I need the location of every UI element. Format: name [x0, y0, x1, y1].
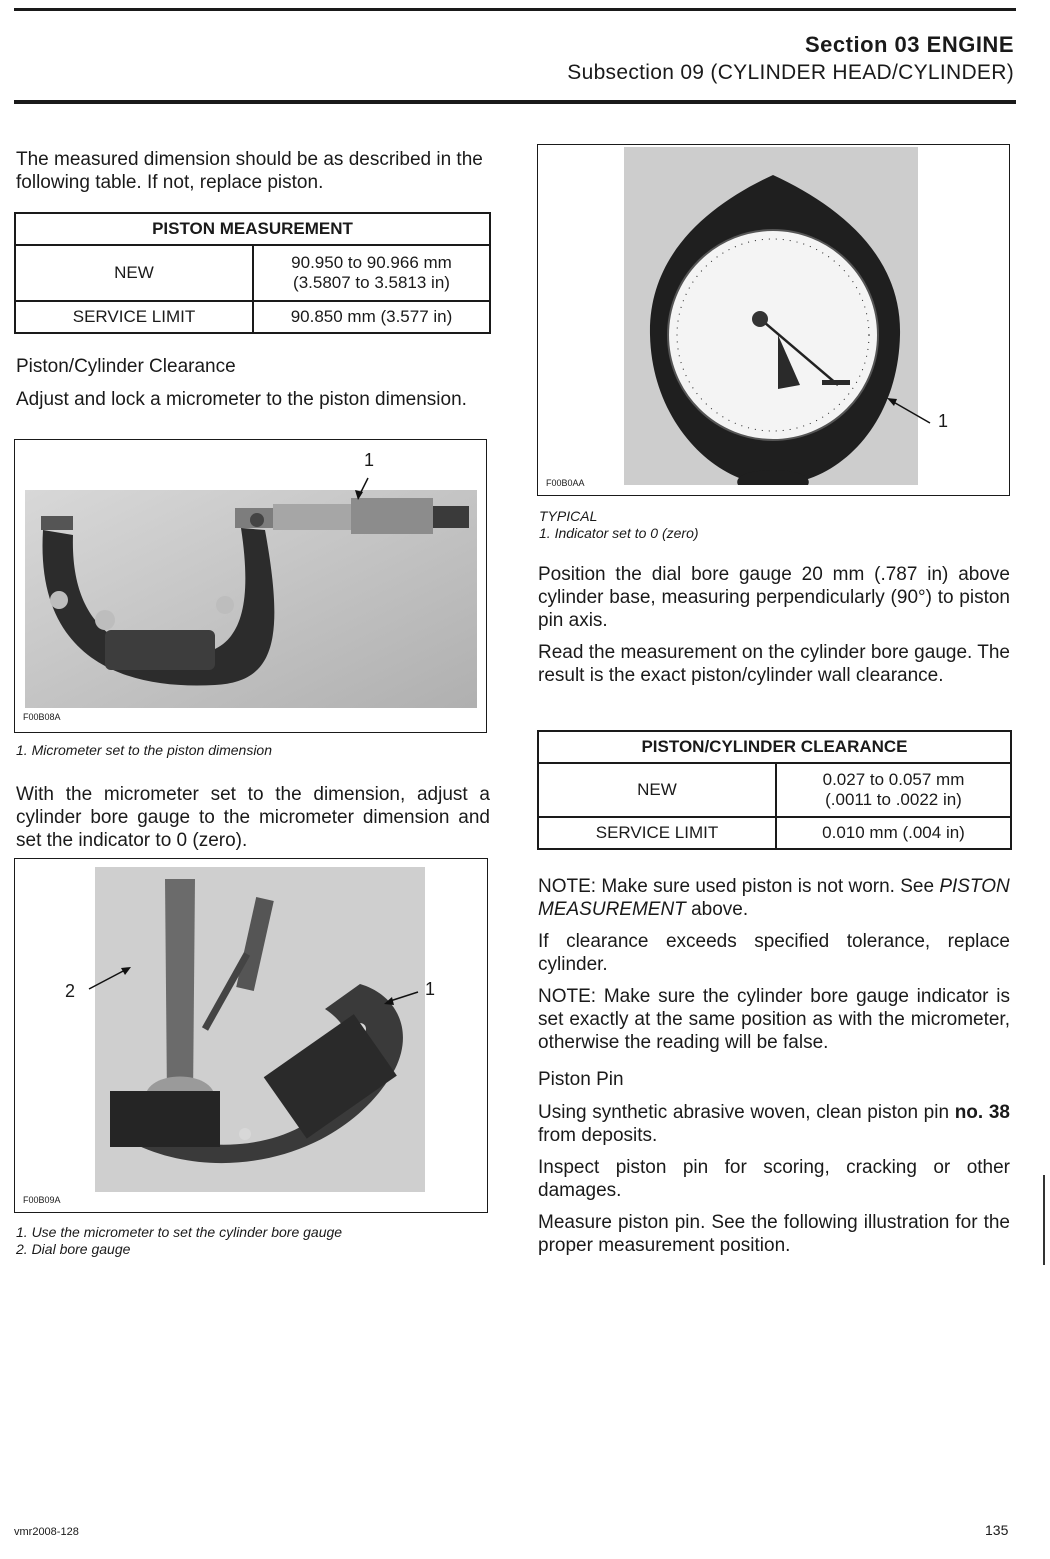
- figure-micrometer: [14, 439, 487, 733]
- clearance-heading: Piston/Cylinder Clearance: [16, 356, 236, 377]
- margin-change-bar: [1043, 1175, 1045, 1265]
- figure-caption-2: 2. Dial bore gauge: [16, 1241, 131, 1257]
- measure-pin-paragraph: Measure piston pin. See the following illustration for the proper measurement position.: [538, 1212, 1010, 1256]
- header-rule: [14, 100, 1016, 104]
- callout-1: 1: [938, 411, 949, 431]
- page-number: 135: [985, 1522, 1009, 1538]
- callout-1: 1: [425, 979, 436, 999]
- callout-2: 2: [65, 981, 76, 1001]
- note-text: Make sure the cylinder bore gauge indicator is set exactly at the same position as with the micrometer, otherwise the reading will be false.: [538, 986, 1010, 1053]
- figure-caption: 1. Micrometer set to the piston dimension: [16, 742, 273, 758]
- row-label-service: SERVICE LIMIT: [15, 301, 253, 333]
- bore-gauge-illustration: [15, 859, 487, 1212]
- note-label: NOTE:: [538, 986, 597, 1007]
- with-micrometer-paragraph: With the micrometer set to the dimension, adjust a cylinder bore gauge to the micrometer dimension and set the indicator to 0 (zero).: [16, 784, 490, 851]
- row-value-new: 0.027 to 0.057 mm (.0011 to .0022 in): [776, 763, 1011, 817]
- micrometer-illustration: [15, 440, 486, 732]
- figure-caption-1: 1. Use the micrometer to set the cylinder bore gauge: [16, 1224, 343, 1240]
- position-paragraph: Position the dial bore gauge 20 mm (.787 in) above cylinder base, measuring perpendicularly (90°) to piston pin axis.: [538, 564, 1010, 631]
- table-title: PISTON/CYLINDER CLEARANCE: [538, 731, 1011, 763]
- row-value-service: 0.010 mm (.004 in): [776, 817, 1011, 849]
- inspect-pin-paragraph: Inspect piston pin for scoring, cracking or other damages.: [538, 1157, 1010, 1201]
- figure-bore-gauge: [14, 858, 488, 1213]
- section-title: Section 03 ENGINE: [804, 32, 1014, 57]
- note-bore-gauge: [538, 985, 1010, 1054]
- clean-pin-tail: from deposits.: [538, 1125, 658, 1146]
- figure-caption-title: TYPICAL: [539, 508, 598, 524]
- clean-pin-text: Using synthetic abrasive woven, clean piston pin: [538, 1102, 950, 1123]
- clearance-table: [537, 730, 1012, 850]
- row-value-service: 90.850 mm (3.577 in): [253, 301, 490, 333]
- subsection-title: Subsection 09 (CYLINDER HEAD/CYLINDER): [567, 61, 1014, 84]
- exceed-paragraph: If clearance exceeds specified tolerance, replace cylinder.: [538, 931, 1010, 975]
- top-rule: [14, 8, 1016, 11]
- clean-pin-paragraph: [538, 1101, 1010, 1147]
- note-tail: above.: [691, 899, 749, 920]
- note-reference: PISTON MEASUREMENT: [538, 876, 1010, 920]
- piston-measurement-table: [14, 212, 491, 334]
- figure-caption: 1. Indicator set to 0 (zero): [539, 525, 699, 541]
- note-label: NOTE:: [538, 876, 597, 897]
- row-value-new: 90.950 to 90.966 mm (3.5807 to 3.5813 in): [253, 245, 490, 301]
- figure-code: F00B08A: [23, 712, 61, 722]
- callout-1: 1: [364, 450, 375, 470]
- figure-code: F00B09A: [23, 1195, 61, 1205]
- table-title: PISTON MEASUREMENT: [15, 213, 490, 245]
- document-code: vmr2008-128: [14, 1526, 79, 1538]
- figure-dial-gauge: [537, 144, 1010, 496]
- row-label-new: NEW: [15, 245, 253, 301]
- read-paragraph: Read the measurement on the cylinder bore gauge. The result is the exact piston/cylinder wall clearance.: [538, 642, 1010, 686]
- note-text: Make sure used piston is not worn. See: [601, 876, 935, 897]
- note-worn-piston: [538, 875, 1012, 921]
- row-label-new: NEW: [538, 763, 776, 817]
- row-label-service: SERVICE LIMIT: [538, 817, 776, 849]
- adjust-paragraph: Adjust and lock a micrometer to the piston dimension.: [16, 389, 467, 410]
- figure-code: F00B0AA: [546, 478, 585, 488]
- dial-gauge-illustration: [538, 145, 1009, 495]
- piston-pin-heading: Piston Pin: [538, 1069, 624, 1090]
- part-number: no. 38: [954, 1102, 1010, 1123]
- intro-paragraph: The measured dimension should be as described in the following table. If not, replace piston.: [16, 149, 483, 193]
